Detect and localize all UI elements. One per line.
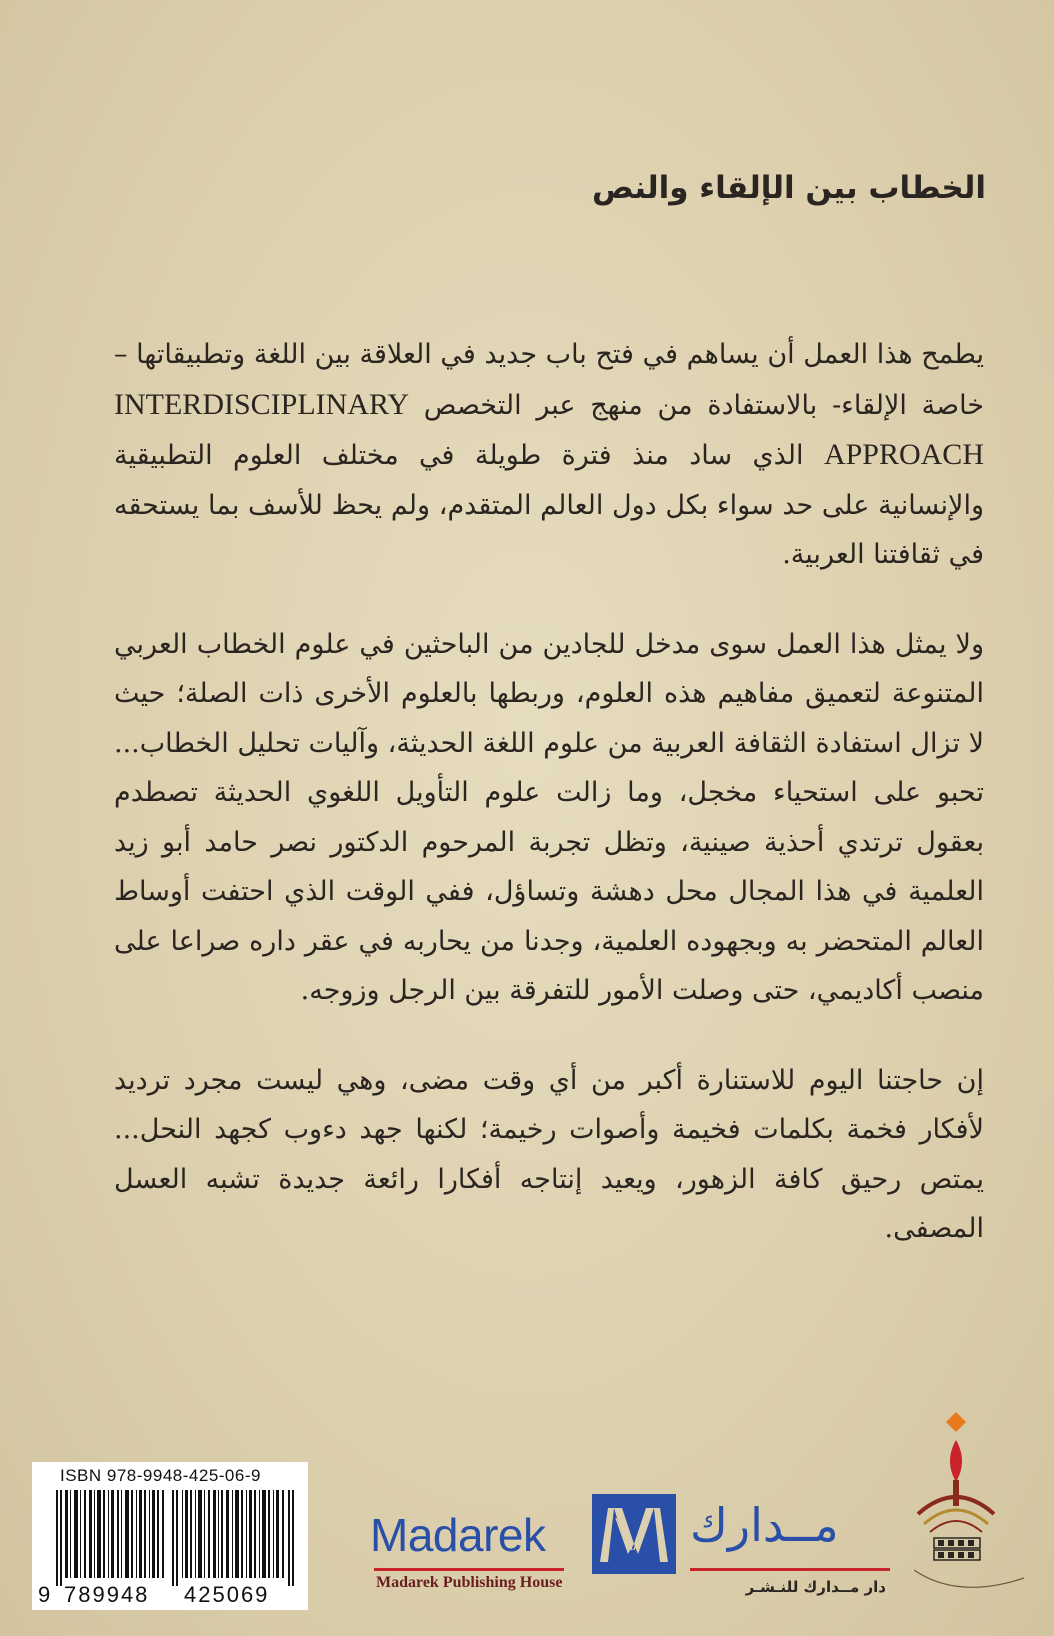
barcode-digits-left: 789948 <box>64 1582 150 1607</box>
paragraph-1-text-b: الذي ساد منذ فترة طويلة في مختلف العلوم التطبيقية والإنسانية على حد سواء بكل دول العالم المتقدم، ولم يحظ للأسف بما يستحقه في ثقافتنا العربية. <box>114 440 984 570</box>
publisher-divider-left <box>374 1568 564 1571</box>
publisher-divider-right <box>690 1568 890 1571</box>
publisher-arabic-subtitle: دار مــدارك للنـشـر <box>745 1578 886 1596</box>
publisher-arabic-name: مــدارك <box>690 1498 839 1552</box>
isbn-label: ISBN 978-9948-425-06-9 <box>60 1466 261 1485</box>
publisher-latin-name: Madarek <box>370 1509 546 1561</box>
paragraph-1-text-a: يطمح هذا العمل أن يساهم في فتح باب جديد في العلاقة بين اللغة وتطبيقاتها –خاصة الإلقاء- بالاستفادة من منهج عبر التخصص <box>114 339 984 421</box>
publisher-latin-subtitle: Madarek Publishing House <box>376 1574 563 1591</box>
barcode-digit-first: 9 <box>38 1582 51 1607</box>
book-title: الخطاب بين الإلقاء والنص <box>592 170 986 206</box>
blurb-text <box>114 330 984 1294</box>
paragraph-1-english-term: INTERDISCIPLINARY APPROACH <box>114 387 984 471</box>
blurb-paragraph-1 <box>114 330 984 580</box>
blurb-paragraph-3: إن حاجتنا اليوم للاستنارة أكبر من أي وقت مضى، وهي ليست مجرد ترديد لأفكار فخمة بكلمات فخيمة وأصوات رخيمة؛ لكنها جهد دءوب كجهد النحل... يمتص رحيق كافة الزهور، ويعيد إنتاجه أفكارا رائعة جديدة تشبه العسل المصفى. <box>114 1064 984 1244</box>
isbn-barcode <box>32 1462 308 1610</box>
publisher-logo <box>370 1490 900 1610</box>
blurb-paragraph-2: ولا يمثل هذا العمل سوى مدخل للجادين من الباحثين في علوم الخطاب العربي المتنوعة لتعميق مفاهيم هذه العلوم، وربطها بالعلوم الأخرى ذات الصلة؛ حيث لا تزال استفادة الثقافة العربية من علوم اللغة الحديثة، وآليات تحليل الخطاب... تحبو على استحياء مخجل، وما زالت علوم التأويل اللغوي الحديثة تصطدم بعقول ترتدي أحذية صينية، وتظل تجربة المرحوم الدكتور نصر حامد أبو زيد العلمية في هذا المجال محل دهشة وتساؤل، ففي الوقت الذي احتفت أوساط العالم المتحضر به وبجهوده العلمية، وجدنا من يحاربه في عقر داره صراعا على منصب أكاديمي، حتى وصلت الأمور للتفرقة بين الرجل وزوجه. <box>114 628 984 1006</box>
literary-club-emblem-icon <box>914 1410 1034 1610</box>
barcode-bars <box>56 1490 300 1586</box>
madarek-m-logo-icon <box>592 1494 676 1574</box>
barcode-digits-right: 425069 <box>184 1582 270 1607</box>
